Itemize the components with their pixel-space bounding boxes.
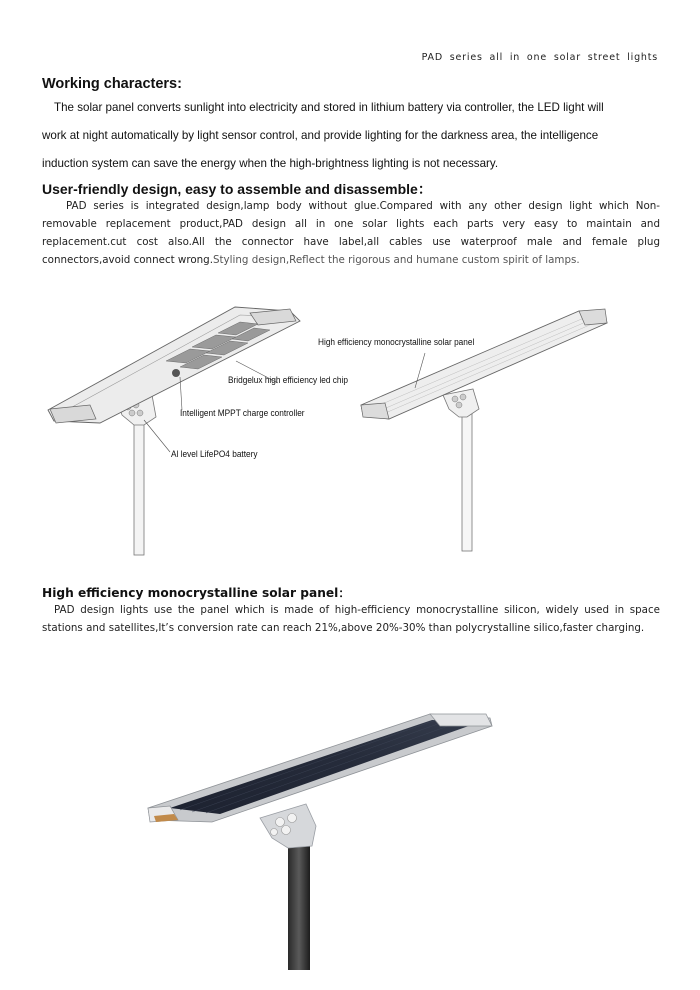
callout-led-chip: Bridgelux high efficiency led chip <box>228 375 348 385</box>
callout-charge-controller: Intelligent MPPT charge controller <box>180 408 305 418</box>
callout-solar-panel: High efficiency monocrystalline solar panel <box>318 337 475 347</box>
solar-panel-lamp-photo <box>140 708 500 970</box>
heading-solar-panel: High efficiency monocrystalline solar panel： <box>42 586 351 600</box>
lamp-exploded-illustration <box>40 295 370 560</box>
working-line-2: work at night automatically by light sensor control, and provide lighting for the darkness area, the intelligence <box>42 129 599 142</box>
working-line-1: The solar panel converts sunlight into electricity and stored in lithium battery via controller, the LED light will <box>54 101 604 114</box>
working-line-3: induction system can save the energy when the high-brightness lighting is not necessary. <box>42 157 499 170</box>
user-friendly-grey-text: Styling design,Reflect the rigorous and humane custom spirit of lamps. <box>212 254 580 266</box>
heading-user-friendly: User-friendly design, easy to assemble and disassemble： <box>42 181 432 197</box>
heading-working-characters: Working characters: <box>42 76 182 92</box>
page-header: PAD series all in one solar street lights <box>421 52 658 63</box>
solar-panel-paragraph: PAD design lights use the panel which is made of high-efficiency monocrystalline silicon, widely used in space stations and satellites,It’s conversion rate can reach 21%,above 20%-30% than polycrystalline silico,faster charging. <box>42 604 660 634</box>
user-friendly-text: PAD series is integrated design,lamp body without glue.Compared with any other design light which Non-removable replacement product,PAD design all in one solar lights each parts very easy to maintain and replacement.cut cost also.All the connector have label,all cables use waterproof male and female plug connectors,avoid connect wrong. <box>42 200 660 266</box>
user-friendly-paragraph <box>42 197 660 269</box>
callout-battery: Al level LifePO4 battery <box>171 449 258 459</box>
